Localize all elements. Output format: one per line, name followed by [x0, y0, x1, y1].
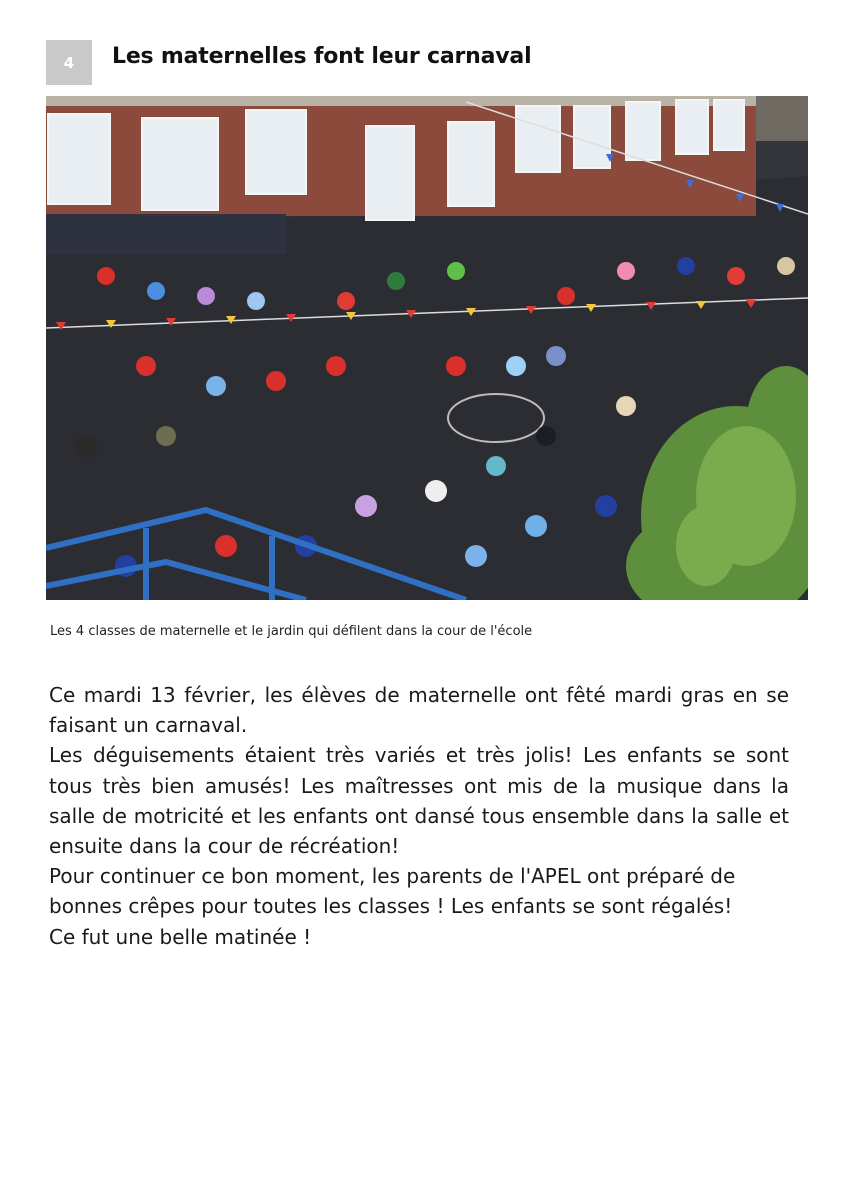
paragraph: Ce mardi 13 février, les élèves de maternelle ont fêté mardi gras en se faisant un carnaval.: [49, 683, 789, 738]
paragraph: Ce fut une belle matinée !: [49, 924, 312, 949]
page-number-badge: 4: [46, 40, 92, 85]
paragraph: Les déguisements étaient très variés et très jolis! Les enfants se sont tous très bien amusés! Les maîtresses ont mis de la musique dans la salle de motricité et les enfants ont dansé tous ensemble dans la salle et ensuite dans la cour de récréation!: [49, 743, 789, 859]
article-body: [49, 680, 789, 952]
photo-caption: Les 4 classes de maternelle et le jardin qui défilent dans la cour de l'école: [50, 624, 533, 639]
paragraph: Pour continuer ce bon moment, les parents de l'APEL ont préparé de bonnes crêpes pour toutes les classes ! Les enfants se sont régalés!: [49, 864, 736, 919]
article-title: Les maternelles font leur carnaval: [112, 44, 532, 69]
carnival-photo: [46, 96, 808, 600]
